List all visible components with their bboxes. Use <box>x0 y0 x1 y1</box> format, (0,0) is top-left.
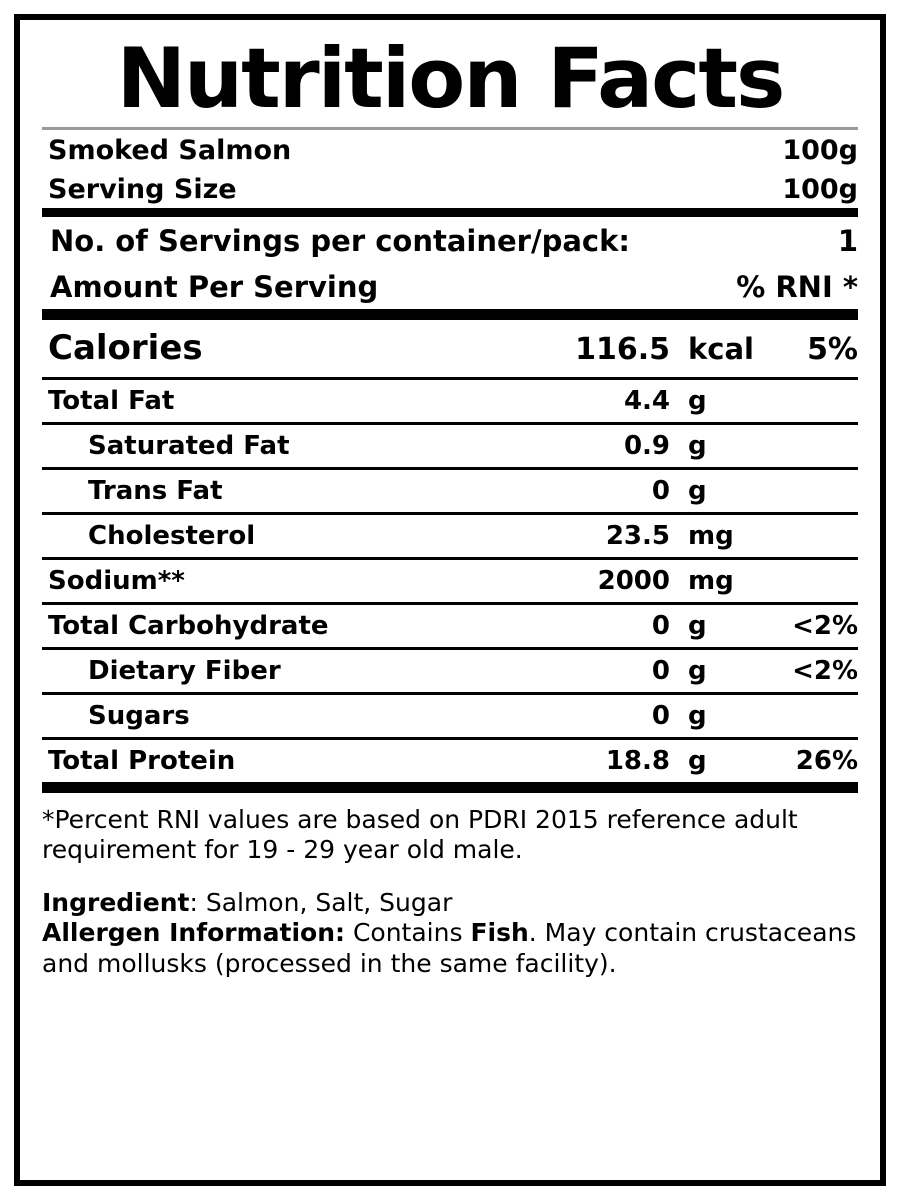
nutrient-value: 0 <box>651 475 670 506</box>
nutrient-unit: g <box>688 610 707 641</box>
nutrient-pct: <2% <box>792 610 858 641</box>
nutrient-label: Saturated Fat <box>88 430 290 461</box>
allergen-text-before: Contains <box>345 918 471 948</box>
nutrient-pct: <2% <box>792 655 858 686</box>
servings-per-container-label: No. of Servings per container/pack: <box>50 223 630 258</box>
divider-above-calories <box>42 309 858 320</box>
product-row <box>42 130 858 169</box>
nutrient-unit: g <box>688 655 707 686</box>
nutrient-unit: g <box>688 430 707 461</box>
product-name: Smoked Salmon <box>48 134 292 166</box>
nutrient-label: Sodium** <box>48 565 185 596</box>
product-weight: 100g <box>782 134 858 166</box>
table-row <box>42 380 858 425</box>
allergen-text-after: . May contain crustaceans and mollusks (processed in the same facility). <box>42 918 857 978</box>
nutrient-table <box>42 380 858 782</box>
ingredient-line <box>42 888 858 919</box>
rni-header-label: % RNI * <box>736 269 858 304</box>
divider-under-serving <box>42 208 858 217</box>
nutrient-value: 23.5 <box>605 520 670 551</box>
nutrient-unit: g <box>688 700 707 731</box>
calories-pct: 5% <box>807 331 858 367</box>
nutrient-unit: g <box>688 475 707 506</box>
allergen-line <box>42 918 858 979</box>
table-row <box>42 425 858 470</box>
serving-size-row <box>42 169 858 208</box>
table-row <box>42 695 858 740</box>
table-row <box>42 470 858 515</box>
servings-per-container-row <box>42 217 858 263</box>
nutrient-value: 0 <box>651 700 670 731</box>
amount-per-serving-label: Amount Per Serving <box>50 269 379 304</box>
calories-value: 116.5 <box>575 331 670 367</box>
nutrient-label: Trans Fat <box>88 475 223 506</box>
table-row <box>42 560 858 605</box>
amount-per-serving-row <box>42 263 858 309</box>
nutrient-label: Total Protein <box>48 745 236 776</box>
table-row <box>42 605 858 650</box>
nutrient-value: 0 <box>651 655 670 686</box>
nutrient-label: Sugars <box>88 700 190 731</box>
footnotes <box>42 793 858 980</box>
nutrient-pct: 26% <box>795 745 858 776</box>
serving-size-label: Serving Size <box>48 173 237 205</box>
calories-label: Calories <box>48 327 203 368</box>
nutrient-unit: mg <box>688 565 734 596</box>
nutrient-value: 0.9 <box>623 430 670 461</box>
nutrient-label: Total Fat <box>48 385 175 416</box>
nutrient-value: 4.4 <box>623 385 670 416</box>
serving-size-value: 100g <box>782 173 858 205</box>
nutrient-unit: mg <box>688 520 734 551</box>
calories-row <box>42 320 858 380</box>
allergen-highlight: Fish <box>470 918 529 948</box>
rni-footnote: *Percent RNI values are based on PDRI 2015 reference adult requirement for 19 - 29 year old male. <box>42 804 798 865</box>
nutrient-value: 18.8 <box>605 745 670 776</box>
ingredient-label: Ingredient <box>42 887 190 917</box>
nutrient-label: Total Carbohydrate <box>48 610 329 641</box>
nutrient-value: 2000 <box>597 565 670 596</box>
calories-unit: kcal <box>688 331 754 366</box>
page-title: Nutrition Facts <box>116 30 784 127</box>
nutrient-unit: g <box>688 745 707 776</box>
ingredient-text: : Salmon, Salt, Sugar <box>189 887 453 917</box>
nutrition-label-border <box>14 14 886 1186</box>
nutrient-unit: g <box>688 385 707 416</box>
allergen-label: Allergen Information: <box>42 918 346 948</box>
nutrient-label: Cholesterol <box>88 520 256 551</box>
nutrient-label: Dietary Fiber <box>88 655 281 686</box>
footnote-spacer <box>42 866 858 888</box>
table-row <box>42 650 858 695</box>
nutrient-value: 0 <box>651 610 670 641</box>
divider-above-footnotes <box>42 782 858 793</box>
table-row <box>42 740 858 782</box>
table-row <box>42 515 858 560</box>
servings-per-container-value: 1 <box>837 223 858 258</box>
